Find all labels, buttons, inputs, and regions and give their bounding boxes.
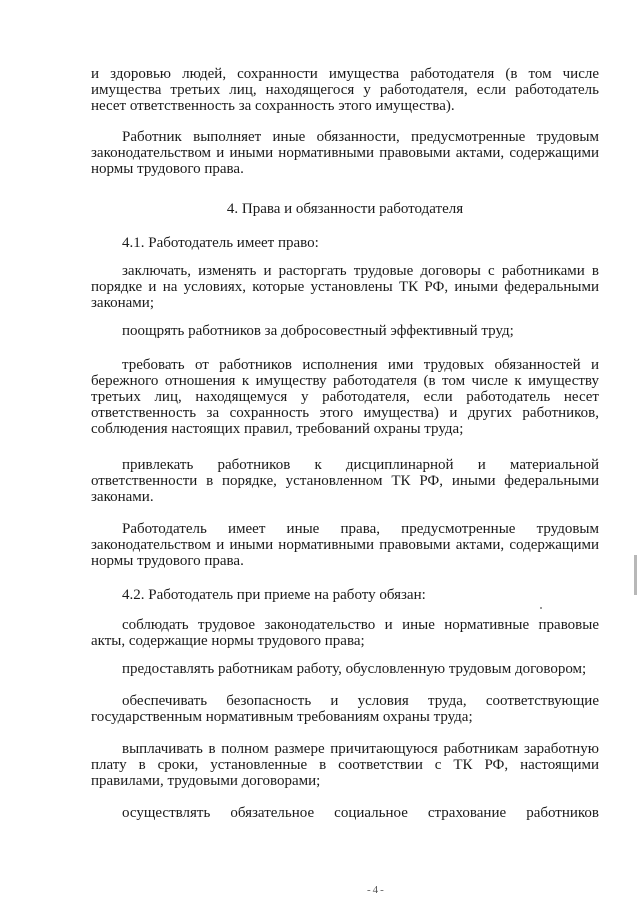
paragraph-pay-wages: выплачивать в полном размере причитающуюся работникам заработную плату в сроки, установленные в соответствии с ТК РФ, настоящими правилами, трудовыми договорами; [91, 741, 599, 789]
page-number-mark: -4- [367, 884, 386, 896]
paragraph-conclude-contracts: заключать, изменять и расторгать трудовые договоры с работниками в порядке и на условиях, которые установлены ТК РФ, иными федеральными законами; [91, 263, 599, 311]
paragraph-disciplinary-liability: привлекать работников к дисциплинарной и материальной ответственности в порядке, установленном ТК РФ, иными федеральными законами. [91, 457, 599, 505]
paragraph-provide-work: предоставлять работникам работу, обусловленную трудовым договором; [122, 661, 587, 677]
section-heading: 4. Права и обязанности работодателя [226, 201, 464, 217]
scan-edge-mark [634, 555, 637, 595]
paragraph-encourage-workers: поощрять работников за добросовестный эффективный труд; [122, 323, 514, 339]
paragraph-continuation: и здоровью людей, сохранности имущества работодателя (в том числе имущества третьих лиц, находящегося у работодателя, если работодатель несет ответственность за сохранность этого имущества). [91, 66, 599, 114]
paragraph-employer-other-rights: Работодатель имеет иные права, предусмотренные трудовым законодательством и иными нормативными правовыми актами, содержащими нормы трудового права. [91, 521, 599, 569]
subsection-4-1-heading: 4.1. Работодатель имеет право: [122, 235, 319, 251]
scan-speck [540, 607, 542, 609]
paragraph-ensure-safety: обеспечивать безопасность и условия труда, соответствующие государственным нормативным требованиям охраны труда; [91, 693, 599, 725]
paragraph-social-insurance: осуществлять обязательное социальное страхование работников [122, 805, 599, 821]
paragraph-employee-other-duties: Работник выполняет иные обязанности, предусмотренные трудовым законодательством и иными нормативными правовыми актами, содержащими нормы трудового права. [91, 129, 599, 177]
paragraph-require-duties: требовать от работников исполнения ими трудовых обязанностей и бережного отношения к имуществу работодателя (в том числе к имуществу третьих лиц, находящемуся у работодателя, если работодатель несет ответственность за сохранность этого имущества) и других работников, соблюдения настоящих правил, требований охраны труда; [91, 357, 599, 437]
subsection-4-2-heading: 4.2. Работодатель при приеме на работу обязан: [122, 587, 426, 603]
paragraph-comply-legislation: соблюдать трудовое законодательство и иные нормативные правовые акты, содержащие нормы трудового права; [91, 617, 599, 649]
